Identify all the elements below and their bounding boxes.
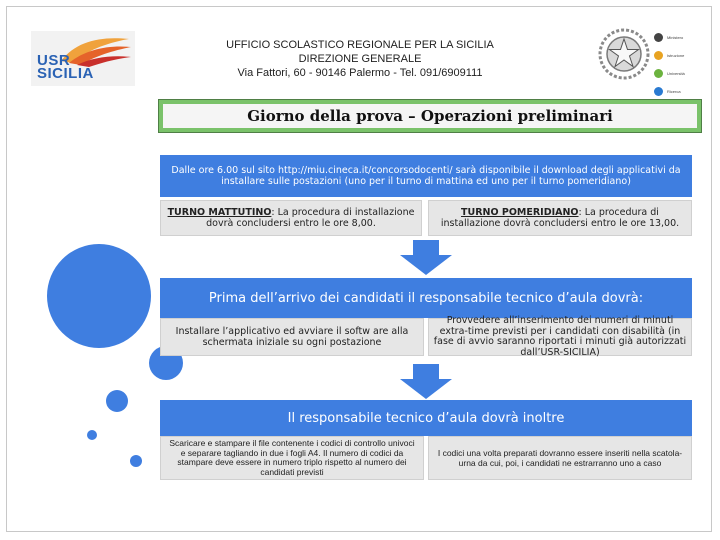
install-app-text: Installare l’applicativo ed avviare il softw are alla schermata iniziale su ogni postazione	[175, 325, 409, 348]
afternoon-shift-detail: : La procedura di installazione dovrà concludersi entro le ore 13,00.	[440, 207, 680, 229]
down-arrow-icon	[400, 240, 452, 276]
download-intro-box	[160, 155, 692, 197]
afternoon-shift-box	[428, 200, 692, 236]
decorative-circle-medium-2	[106, 390, 128, 412]
ministry-item-label: Ministero	[667, 34, 684, 40]
office-department: DIREZIONE GENERALE	[298, 53, 422, 65]
slide-title: Giorno della prova – Operazioni preliminari	[163, 104, 697, 128]
before-arrival-heading-box	[160, 278, 692, 318]
ballot-box-box	[428, 436, 692, 480]
afternoon-shift-label: TURNO POMERIDIANO	[461, 207, 579, 218]
afternoon-shift-text	[435, 207, 685, 229]
ministry-dot-icon	[654, 33, 663, 42]
decorative-circle-small	[87, 430, 97, 440]
ministry-item	[654, 84, 706, 98]
office-name: UFFICIO SCOLASTICO REGIONALE PER LA SICILIA	[226, 39, 494, 51]
ministry-item	[654, 30, 706, 44]
ministry-dot-icon	[654, 87, 663, 96]
ministry-dot-icon	[654, 51, 663, 60]
additional-duties-heading: Il responsabile tecnico d’aula dovrà inoltre	[287, 410, 565, 426]
before-arrival-heading: Prima dell’arrivo dei candidati il responsabile tecnico d’aula dovrà:	[208, 290, 644, 306]
extra-time-box	[428, 315, 692, 358]
ministry-item-label: Istruzione	[667, 52, 685, 58]
republic-emblem-icon	[596, 26, 652, 82]
additional-duties-heading-box	[160, 400, 692, 436]
morning-shift-box	[160, 200, 422, 236]
extra-time-text: Provvedere all’inserimento dei numeri di minuti extra-time previsti per i candidati con disabilità (in fase di avvio saranno riportati i minuti già autorizzati dall’USR-SICILIA)	[433, 315, 687, 358]
morning-shift-text	[167, 207, 415, 229]
decorative-circle-small-2	[130, 455, 142, 467]
office-header	[205, 38, 515, 80]
ministry-item-label: Ricerca	[667, 88, 681, 94]
ministry-legend	[654, 30, 706, 98]
ballot-box-text: I codici una volta preparati dovranno essere inseriti nella scatola-urna da cui, poi, i candidati ne estrarranno uno a caso	[437, 448, 683, 468]
office-address: Via Fattori, 60 - 90146 Palermo - Tel. 091/6909111	[237, 67, 483, 79]
print-codes-text: Scaricare e stampare il file contenente i codici di controllo univoci e separare tagliando in due i fogli A4. Il numero di codici da stampare deve essere in numero triplo rispetto al numero dei candidati previsti	[169, 438, 415, 477]
ministry-dot-icon	[654, 69, 663, 78]
print-codes-box	[160, 436, 424, 480]
usr-sicilia-logo	[31, 31, 135, 86]
ministry-item	[654, 48, 706, 62]
morning-shift-label: TURNO MATTUTINO	[167, 207, 272, 218]
morning-shift-detail: : La procedura di installazione dovrà concludersi entro le ore 8,00.	[206, 207, 415, 229]
ministry-item-label: Università	[667, 70, 685, 76]
decorative-circle-large	[47, 244, 151, 348]
ministry-item	[654, 66, 706, 80]
logo-line-sicilia: SICILIA	[37, 65, 94, 82]
down-arrow-icon	[400, 364, 452, 400]
slide-title-bar	[158, 99, 702, 133]
install-app-box	[160, 318, 424, 356]
logo-line-usr: USR	[37, 52, 71, 69]
logo-text	[37, 54, 94, 80]
download-intro-text: Dalle ore 6.00 sul sito http://miu.cineca.it/concorsodocenti/ sarà disponibile il download degli applicativi da installare sulle postazioni (uno per il turno di mattina ed uno per il turno pomeridiano)	[171, 164, 681, 187]
